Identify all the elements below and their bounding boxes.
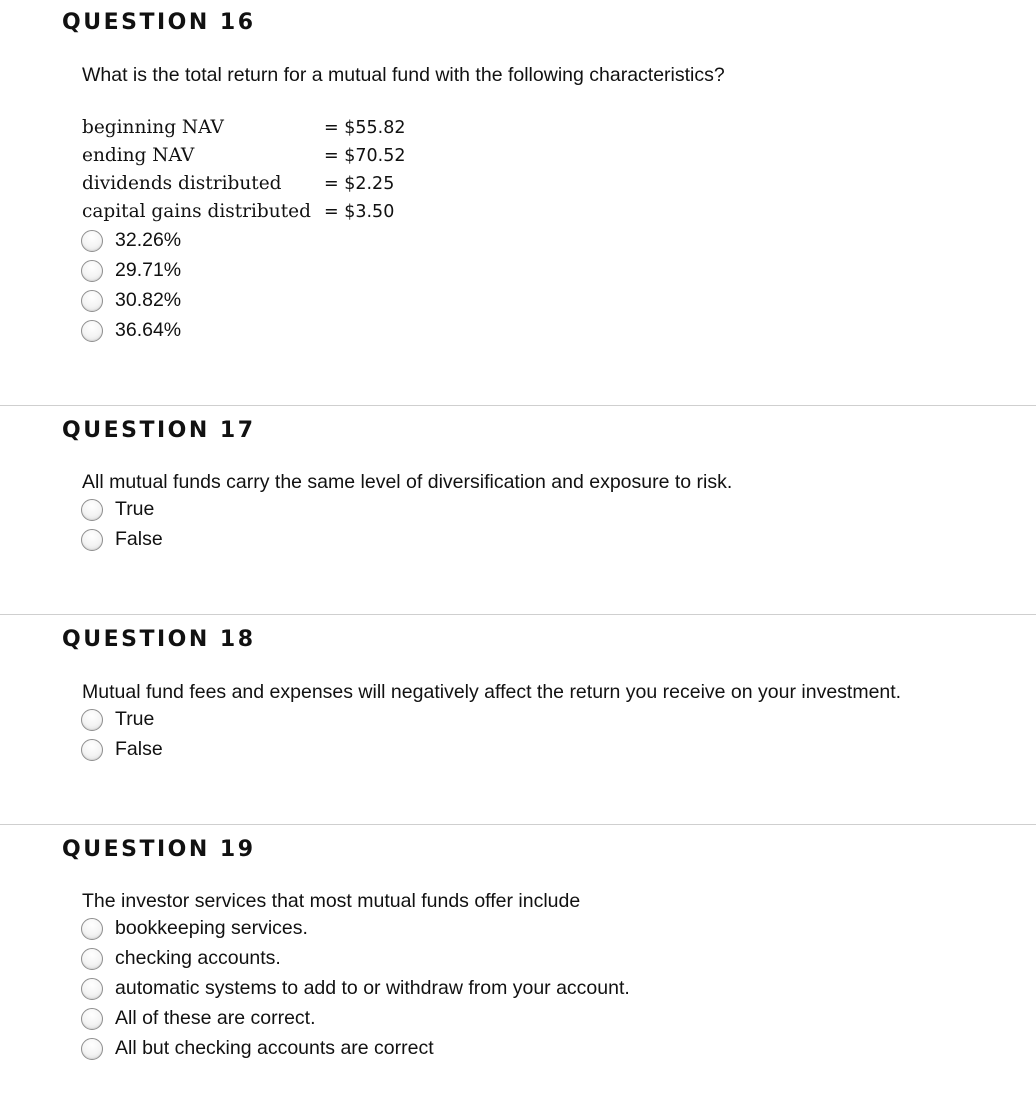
answer-label[interactable]: False (115, 738, 163, 760)
characteristic-label: capital gains distributed (82, 201, 311, 222)
answer-label[interactable]: All of these are correct. (115, 1007, 316, 1029)
radio-button[interactable] (81, 918, 103, 940)
radio-button[interactable] (81, 709, 103, 731)
characteristic-label: ending NAV (82, 145, 195, 166)
radio-button[interactable] (81, 230, 103, 252)
answer-label[interactable]: True (115, 498, 155, 520)
answer-label[interactable]: 30.82% (115, 289, 182, 311)
answer-label[interactable]: False (115, 528, 163, 550)
question-text: The investor services that most mutual funds offer include (82, 890, 581, 912)
question-text: All mutual funds carry the same level of diversification and exposure to risk. (82, 471, 733, 493)
radio-button[interactable] (81, 499, 103, 521)
radio-button[interactable] (81, 1038, 103, 1060)
characteristic-value: = $70.52 (324, 146, 406, 166)
question-divider (0, 614, 1036, 615)
radio-button[interactable] (81, 320, 103, 342)
characteristic-label: beginning NAV (82, 117, 224, 138)
answer-label[interactable]: 29.71% (115, 259, 182, 281)
answer-label[interactable]: 32.26% (115, 229, 182, 251)
characteristic-label: dividends distributed (82, 173, 282, 194)
question-divider (0, 405, 1036, 406)
question-title: QUESTION 17 (62, 418, 256, 443)
answer-label[interactable]: checking accounts. (115, 947, 281, 969)
question-text: What is the total return for a mutual fund with the following characteristics? (82, 64, 725, 86)
radio-button[interactable] (81, 739, 103, 761)
question-text: Mutual fund fees and expenses will negatively affect the return you receive on your investment. (82, 681, 902, 703)
question-title: QUESTION 19 (62, 837, 256, 862)
characteristic-value: = $2.25 (324, 174, 395, 194)
question-title: QUESTION 18 (62, 627, 256, 652)
answer-label[interactable]: True (115, 708, 155, 730)
answer-label[interactable]: 36.64% (115, 319, 182, 341)
radio-button[interactable] (81, 529, 103, 551)
question-title: QUESTION 16 (62, 10, 256, 35)
characteristic-value: = $3.50 (324, 202, 395, 222)
answer-label[interactable]: automatic systems to add to or withdraw from your account. (115, 977, 630, 999)
answer-label[interactable]: All but checking accounts are correct (115, 1037, 434, 1059)
answer-label[interactable]: bookkeeping services. (115, 917, 308, 939)
radio-button[interactable] (81, 260, 103, 282)
question-divider (0, 824, 1036, 825)
radio-button[interactable] (81, 290, 103, 312)
radio-button[interactable] (81, 978, 103, 1000)
radio-button[interactable] (81, 1008, 103, 1030)
radio-button[interactable] (81, 948, 103, 970)
characteristic-value: = $55.82 (324, 118, 406, 138)
